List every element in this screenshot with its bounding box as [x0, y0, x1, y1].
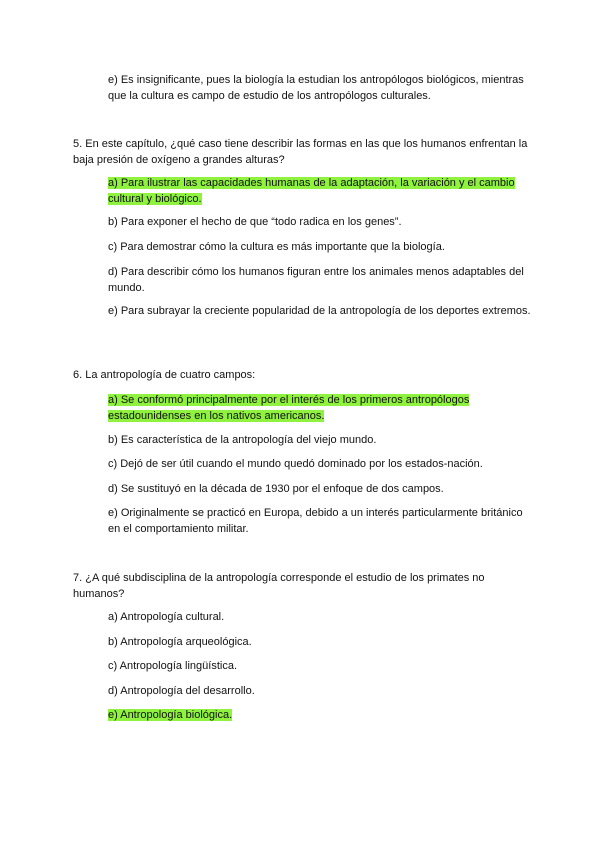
question-7-option-a: a) Antropología cultural.	[108, 611, 225, 623]
option-text: e) Es insignificante, pues la biología la estudian los antropólogos biológicos, mientras que la cultura es campo de estudio de los antropólogos culturales.	[108, 74, 524, 102]
question-7-option-e	[108, 707, 533, 723]
question-5-option-c: c) Para demostrar cómo la cultura es más importante que la biología.	[108, 241, 445, 253]
highlighted-answer: a) Para ilustrar las capacidades humanas de la adaptación, la variación y el cambio cultural y biológico.	[108, 177, 515, 205]
question-5-text: 5. En este capítulo, ¿qué caso tiene describir las formas en las que los humanos enfrentan la baja presión de oxígeno a grandes alturas?	[73, 138, 528, 166]
highlighted-answer: e) Antropología biológica.	[108, 709, 233, 721]
question-6-option-d: d) Se sustituyó en la década de 1930 por el enfoque de dos campos.	[108, 483, 444, 495]
prev-question-option-e	[108, 72, 533, 104]
question-6-option-e: e) Originalmente se practicó en Europa, debido a un interés particularmente británico en el comportamiento militar.	[108, 507, 523, 535]
highlighted-answer: a) Se conformó principalmente por el interés de los primeros antropólogos estadounidenses en los nativos americanos.	[108, 394, 470, 422]
question-7-option-d: d) Antropología del desarrollo.	[108, 685, 255, 697]
question-5-option-d: d) Para describir cómo los humanos figuran entre los animales menos adaptables del mundo.	[108, 266, 524, 294]
question-6-option-b: b) Es característica de la antropología del viejo mundo.	[108, 434, 377, 446]
question-5-option-e: e) Para subrayar la creciente popularidad de la antropología de los deportes extremos.	[108, 305, 531, 317]
question-6-option-c: c) Dejó de ser útil cuando el mundo quedó dominado por los estados-nación.	[108, 458, 483, 470]
question-7-option-b: b) Antropología arqueológica.	[108, 636, 252, 648]
question-7-text: 7. ¿A qué subdisciplina de la antropología corresponde el estudio de los primates no humanos?	[73, 572, 485, 600]
question-5-option-b: b) Para exponer el hecho de que “todo radica en los genes”.	[108, 216, 402, 228]
question-6-text: 6. La antropología de cuatro campos:	[73, 369, 256, 381]
question-7-option-c: c) Antropología lingüística.	[108, 660, 238, 672]
question-6-option-a	[108, 392, 533, 424]
question-5-option-a	[108, 175, 533, 207]
